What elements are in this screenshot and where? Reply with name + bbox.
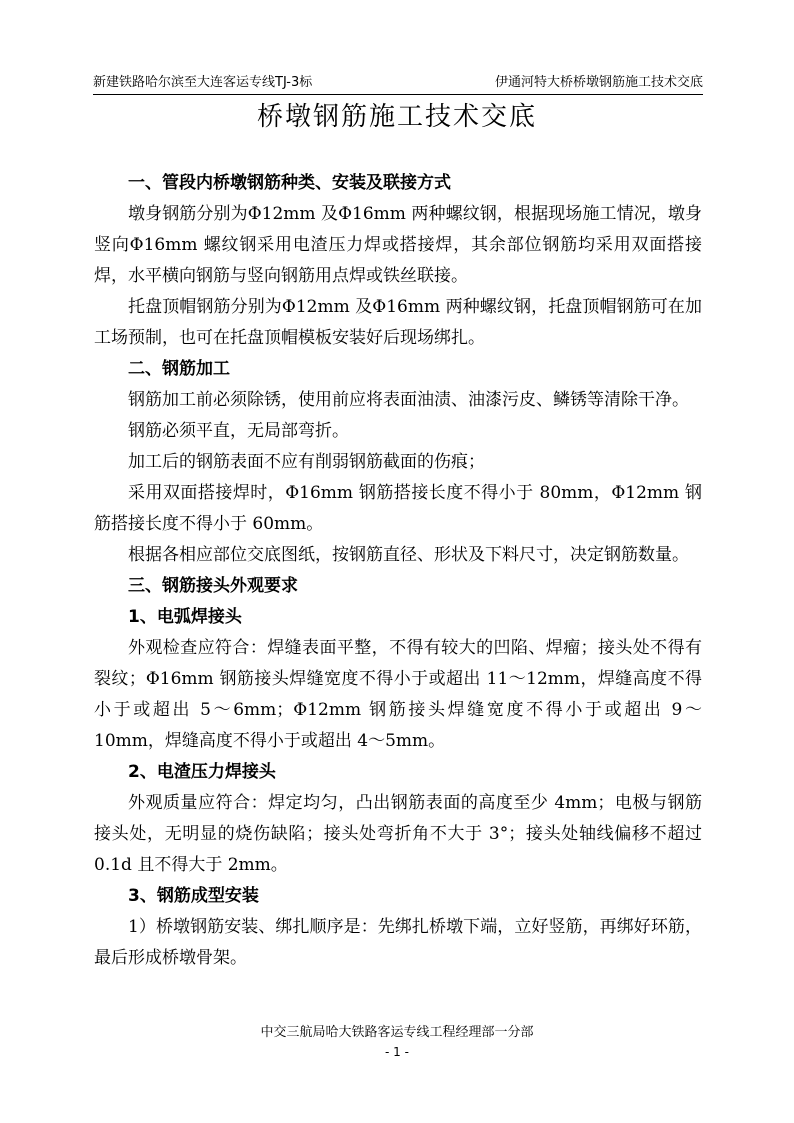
page-number: - 1 -	[385, 1045, 409, 1059]
section-2-paragraph-3: 加工后的钢筋表面不应有削弱钢筋截面的伤痕；	[128, 452, 485, 472]
subsection-rebar-install-paragraph: 1）桥墩钢筋安装、绑扎顺序是：先绑扎桥墩下端，立好竖筋，再绑好环筋，最后形成桥墩骨架。	[94, 917, 702, 968]
document-title: 桥墩钢筋施工技术交底	[256, 102, 537, 132]
section-2-paragraph-1: 钢筋加工前必须除锈，使用前应将表面油渍、油漆污皮、鳞锈等清除干净。	[128, 390, 689, 410]
section-2-paragraph-2: 钢筋必须平直，无局部弯折。	[128, 421, 349, 441]
subsection-electroslag-paragraph: 外观质量应符合：焊定均匀，凸出钢筋表面的高度至少 4mm；电极与钢筋接头处，无明显的烧伤缺陷；接头处弯折角不大于 3°；接头处轴线偏移不超过 0.1d 且不得大于 2mm。	[94, 793, 702, 875]
subsection-arc-weld-heading: 1、电弧焊接头	[128, 607, 242, 627]
section-1-paragraph-1: 墩身钢筋分别为Φ12mm 及Φ16mm 两种螺纹钢，根据现场施工情况，墩身竖向Φ16mm 螺纹钢采用电渣压力焊或搭接焊，其余部位钢筋均采用双面搭接焊，水平横向钢筋与竖向钢筋用点焊或铁丝联接。	[94, 204, 702, 286]
section-2-heading: 二、钢筋加工	[128, 359, 230, 379]
section-1-paragraph-2: 托盘顶帽钢筋分别为Φ12mm 及Φ16mm 两种螺纹钢，托盘顶帽钢筋可在加工场预制，也可在托盘顶帽模板安装好后现场绑扎。	[94, 297, 702, 348]
section-2-paragraph-4: 采用双面搭接焊时，Φ16mm 钢筋搭接长度不得小于 80mm，Φ12mm 钢筋搭接长度不得小于 60mm。	[94, 483, 702, 534]
subsection-electroslag-heading: 2、电渣压力焊接头	[128, 762, 276, 782]
section-2-paragraph-5: 根据各相应部位交底图纸，按钢筋直径、形状及下料尺寸，决定钢筋数量。	[128, 545, 689, 565]
section-3-heading: 三、钢筋接头外观要求	[128, 576, 298, 596]
header-project-name: 新建铁路哈尔滨至大连客运专线TJ-3标	[93, 75, 313, 90]
document-body	[94, 168, 702, 974]
subsection-arc-weld-paragraph: 外观检查应符合：焊缝表面平整，不得有较大的凹陷、焊瘤；接头处不得有裂纹；Φ16mm 钢筋接头焊缝宽度不得小于或超出 11～12mm，焊缝高度不得小于或超出 5～6mm；Φ12mm 钢筋接头焊缝宽度不得小于或超出 9～10mm，焊缝高度不得小于或超出 4～5mm。	[94, 638, 702, 751]
section-1-heading: 一、管段内桥墩钢筋种类、安装及联接方式	[128, 173, 451, 193]
subsection-rebar-install-heading: 3、钢筋成型安装	[128, 886, 259, 906]
header-document-name: 伊通河特大桥桥墩钢筋施工技术交底	[494, 75, 703, 90]
page-header	[93, 74, 703, 95]
page-footer-organization: 中交三航局哈大铁路客运专线工程经理部一分部	[260, 1025, 534, 1040]
